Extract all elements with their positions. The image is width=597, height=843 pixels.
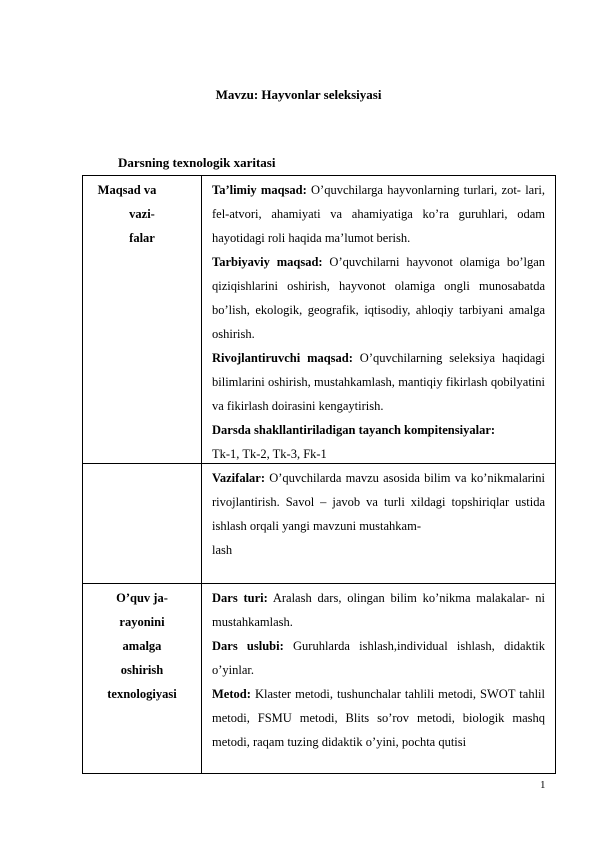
technology-label-cell [83, 584, 202, 773]
table-row-tasks [83, 463, 555, 583]
educational-goal-label: Ta’limiy maqsad: [212, 183, 307, 197]
technology-label-line: texnologiyasi [107, 687, 177, 701]
lesson-method-label: Metod: [212, 687, 251, 701]
competencies [212, 418, 545, 442]
lesson-type-label: Dars turi: [212, 591, 268, 605]
goals-label-line: vazi- [129, 207, 155, 221]
technology-label-line: O’quv ja- [116, 591, 168, 605]
developmental-goal-label: Rivojlantiruvchi maqsad: [212, 351, 353, 365]
lesson-map-table [82, 175, 556, 774]
goals-label-line: Maqsad va [97, 183, 157, 197]
technology-content-cell [202, 584, 555, 773]
lesson-type [212, 586, 545, 634]
lesson-style-label: Dars uslubi: [212, 639, 284, 653]
lesson-style [212, 634, 545, 682]
tasks [212, 466, 545, 538]
competencies-label: Darsda shakllantiriladigan tayanch kompitensiyalar: [212, 423, 496, 437]
technology-label-line: rayonini [119, 615, 165, 629]
educational-goal-text: O’quvchilarga hayvonlarning turlari, zot- lari, fel-atvori, ahamiyati va ahamiyatiga ko’ra guruhlari, odam hayotidagi roli haqida ma’lumot berish. [212, 183, 545, 245]
lesson-type-text: Aralash dars, olingan bilim ko’nikma malakalar- ni mustahkamlash. [212, 591, 545, 629]
lesson-method [212, 682, 545, 754]
tasks-label: Vazifalar: [212, 471, 265, 485]
upbringing-goal-text: O’quvchilarni hayvonot olamiga bo’lgan qiziqishlarini oshirish, hayvonot olamiga ongli munosabatda bo’lish, ekologik, geografik, iqtisodiy, ahloqiy tarbiyani amalga oshirish. [212, 255, 546, 341]
tasks-text: O’quvchilarda mavzu asosida bilim va ko’nikmalarini rivojlantirish. Savol – javob va turli xildagi topshiriqlar ustida ishlash orqali yangi mavzuni mustahkam- [212, 471, 545, 533]
goals-label-cell [83, 176, 202, 463]
section-heading: Darsning texnologik xaritasi [118, 155, 276, 170]
document-title: Mavzu: Hayvonlar seleksiyasi [215, 87, 382, 102]
goals-label-line: falar [129, 231, 155, 245]
developmental-goal-text: O’quvchilarning seleksiya haqidagi bilimlarini oshirish, mustahkamlash, mantiqiy fikirlash qobilyatini va fikirlash doirasini kengaytirish. [212, 351, 546, 413]
technology-label-line: amalga [122, 639, 162, 653]
lesson-method-text: Klaster metodi, tushunchalar tahlili metodi, SWOT tahlil metodi, FSMU metodi, Blits so’rov metodi, biologik mashq metodi, raqam tuzing didaktik o’yini, pochta qutisi [212, 687, 545, 749]
upbringing-goal-label: Tarbiyaviy maqsad: [212, 255, 323, 269]
tasks-label-cell [83, 464, 202, 583]
developmental-goal [212, 346, 545, 418]
tasks-tail: lash [212, 543, 233, 557]
table-row-goals [83, 176, 555, 463]
table-row-technology [83, 583, 555, 773]
tasks-content-cell [202, 464, 555, 583]
page-number: 1 [540, 779, 546, 791]
educational-goal [212, 178, 545, 250]
upbringing-goal [212, 250, 545, 346]
goals-content-cell [202, 176, 555, 463]
lesson-style-text: Guruhlarda ishlash,individual ishlash, didaktik o’yinlar. [212, 639, 545, 677]
technology-label-line: oshirish [120, 663, 164, 677]
competencies-list: Tk-1, Tk-2, Tk-3, Fk-1 [212, 447, 327, 461]
